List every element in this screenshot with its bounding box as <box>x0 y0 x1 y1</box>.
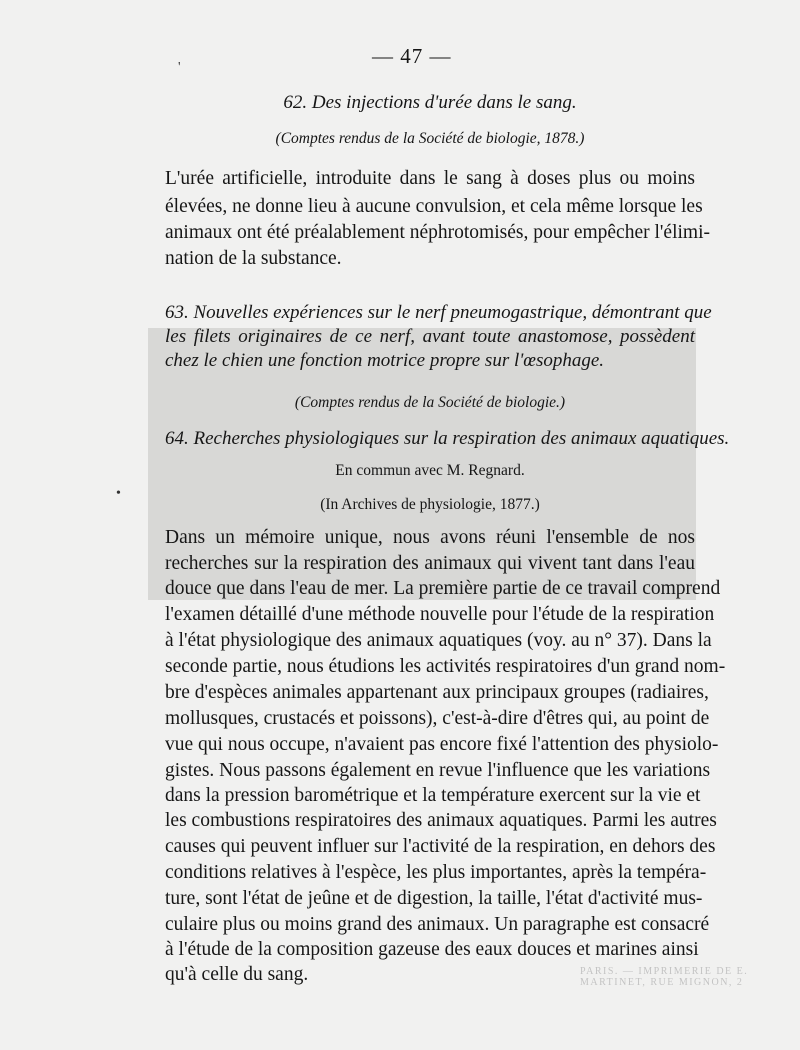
ink-dot: • <box>116 486 121 501</box>
section-64-body-line: recherches sur la respiration des animaux qui vivent tant dans l'eau <box>165 553 695 574</box>
section-63-title-line: chez le chien une fonction motrice propre sur l'œsophage. <box>165 350 605 371</box>
page-number: — 47 — <box>372 44 452 68</box>
section-64-body-line: les combustions respiratoires des animaux aquatiques. Parmi les autres <box>165 810 717 831</box>
section-64-body-line: mollusques, crustacés et poissons), c'est-à-dire d'êtres qui, au point de <box>165 708 710 729</box>
section-64-source: (In Archives de physiologie, 1877.) <box>320 496 540 513</box>
section-64-body-line: gistes. Nous passons également en revue l'influence que les variations <box>165 760 711 781</box>
section-64-body-line: seconde partie, nous étudions les activités respiratoires d'un grand nom- <box>165 656 726 677</box>
section-63-source: (Comptes rendus de la Société de biologie.) <box>294 394 566 411</box>
section-64-body-line: à l'état physiologique des animaux aquatiques (voy. au n° 37). Dans la <box>165 630 712 651</box>
section-64-body-line: vue qui nous occupe, n'avaient pas encore fixé l'attention des physiolo- <box>165 734 719 755</box>
section-64-body-line: bre d'espèces animales appartenant aux principaux groupes (radiaires, <box>165 682 709 703</box>
section-62-body-line: nation de la substance. <box>165 248 342 269</box>
section-62-body-line: L'urée artificielle, introduite dans le sang à doses plus ou moins <box>165 168 695 189</box>
section-63-title-line: les filets originaires de ce nerf, avant toute anastomose, possèdent <box>165 326 695 347</box>
section-64-body-line: douce que dans l'eau de mer. La première partie de ce travail comprend <box>165 578 721 599</box>
section-64-body-line: ture, sont l'état de jeûne et de digestion, la taille, l'état d'activité mus- <box>165 888 703 909</box>
section-64-body-line: causes qui peuvent influer sur l'activité de la respiration, en dehors des <box>165 836 716 857</box>
section-64-body-line: qu'à celle du sang. <box>165 964 309 985</box>
ink-dot: ' <box>178 60 181 75</box>
section-62-title: 62. Des injections d'urée dans le sang. <box>283 92 577 113</box>
section-62-body-line: animaux ont été préalablement néphrotomisés, pour empêcher l'élimi- <box>165 222 710 243</box>
section-62-body-line: élevées, ne donne lieu à aucune convulsion, et cela même lorsque les <box>165 196 703 217</box>
section-64-body-line: à l'étude de la composition gazeuse des eaux douces et marines ainsi <box>165 939 699 960</box>
section-64-body-line: dans la pression barométrique et la température exercent sur la vie et <box>165 785 701 806</box>
section-64-body-line: l'examen détaillé d'une méthode nouvelle pour l'étude de la respiration <box>165 604 715 625</box>
section-64-body-line: culaire plus ou moins grand des animaux. Un paragraphe est consacré <box>165 914 710 935</box>
printer-footer: PARIS. — IMPRIMERIE DE E. MARTINET, RUE MIGNON, 2 <box>580 966 749 988</box>
section-64-body-line: Dans un mémoire unique, nous avons réuni l'ensemble de nos <box>165 527 695 548</box>
section-64-body-line: conditions relatives à l'espèce, les plus importantes, après la tempéra- <box>165 862 707 883</box>
section-62-source: (Comptes rendus de la Société de biologie, 1878.) <box>275 130 585 147</box>
section-64-title: 64. Recherches physiologiques sur la respiration des animaux aquatiques. <box>165 428 730 449</box>
section-63-title-line: 63. Nouvelles expériences sur le nerf pneumogastrique, démontrant que <box>165 302 712 323</box>
section-64-coauthor: En commun avec M. Regnard. <box>335 462 525 479</box>
